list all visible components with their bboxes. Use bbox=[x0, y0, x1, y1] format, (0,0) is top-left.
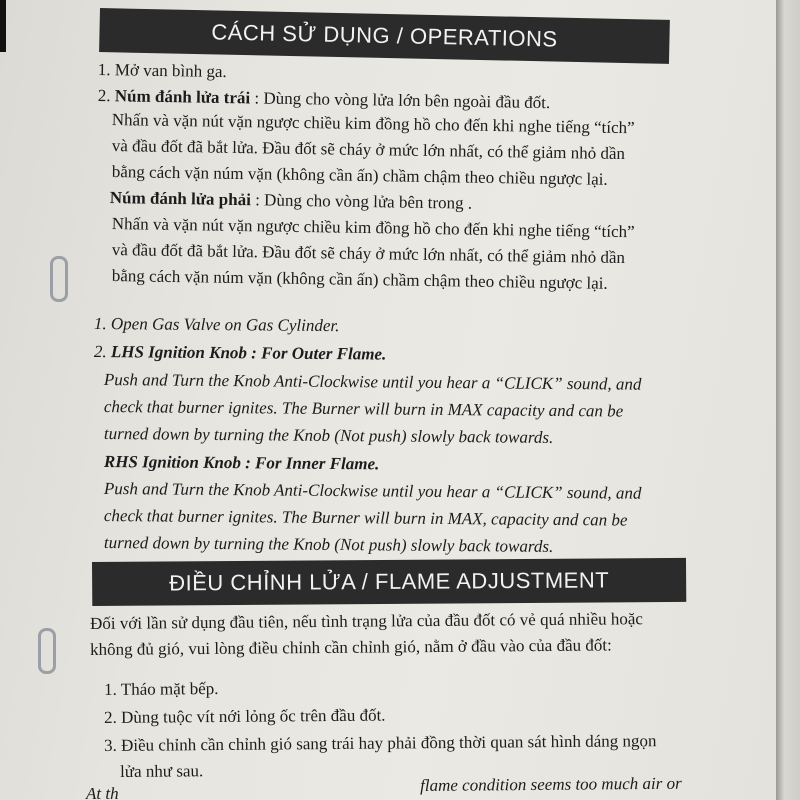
en-lhs-line-2: check that burner ignites. The Burner will burn in MAX capacity and can be bbox=[103, 397, 624, 421]
page-edge-shadow bbox=[776, 0, 800, 800]
vi-lhs-line-1: Nhấn và vặn nút vặn ngược chiều kim đồng hồ cho đến khi nghe tiếng “tích” bbox=[111, 110, 635, 138]
page-corner-shadow bbox=[0, 0, 6, 52]
vi-lhs-line-2: và đầu đốt đã bắt lửa. Đầu đốt sẽ cháy ở mức lớn nhất, có thể giảm nhỏ dần bbox=[111, 136, 626, 164]
en-rhs-line-1: Push and Turn the Knob Anti-Clockwise until you hear a “CLICK” sound, and bbox=[103, 479, 642, 503]
en-step-2-lhs bbox=[94, 342, 387, 365]
vi-rhs-title: Núm đánh lửa phải bbox=[109, 188, 252, 210]
binding-ring-bottom bbox=[38, 628, 56, 674]
vi-step-2-number: 2. bbox=[97, 86, 115, 106]
vi-rhs-line-3: bằng cách vặn núm vặn (không cần ấn) chầm chậm theo chiều ngược lại. bbox=[111, 266, 608, 293]
en-step-1: 1. Open Gas Valve on Gas Cylinder. bbox=[93, 314, 340, 336]
operations-banner: CÁCH SỬ DỤNG / OPERATIONS bbox=[99, 8, 670, 64]
en-step-2-number: 2. bbox=[93, 342, 111, 362]
vi-lhs-title: Núm đánh lửa trái bbox=[114, 86, 251, 108]
en-rhs-line-2: check that burner ignites. The Burner will burn in MAX, capacity and can be bbox=[103, 506, 628, 530]
flame-intro-line-1: Đối với lần sử dụng đầu tiên, nếu tình trạng lửa của đầu đốt có vẻ quá nhiều hoặc bbox=[90, 609, 644, 633]
vi-rhs-heading bbox=[110, 188, 473, 214]
en-lhs-line-3: turned down by turning the Knob (Not push) slowly back towards. bbox=[103, 424, 554, 447]
flame-intro-line-2: không đủ gió, vui lòng điều chỉnh cần chỉnh gió, nằm ở đầu vào của đầu đốt: bbox=[90, 635, 612, 659]
flame-step-2: 2. Dùng tuộc vít nới lỏng ốc trên đầu đốt. bbox=[104, 705, 386, 727]
en-lhs-line-1: Push and Turn the Knob Anti-Clockwise until you hear a “CLICK” sound, and bbox=[103, 370, 642, 394]
vi-step-2-lhs bbox=[98, 86, 551, 113]
partial-text-right: flame condition seems too much air or bbox=[420, 773, 682, 795]
flame-step-3: 3. Điều chỉnh cần chỉnh gió sang trái hay phải đồng thời quan sát hình dáng ngọn bbox=[104, 731, 657, 755]
vi-lhs-line-3: bằng cách vặn núm vặn (không cần ấn) chầm chậm theo chiều ngược lại. bbox=[111, 162, 608, 189]
flame-step-3-continued: lửa như sau. bbox=[120, 761, 204, 781]
vi-step-1: 1. Mở van bình ga. bbox=[97, 60, 227, 82]
vi-rhs-line-2: và đầu đốt đã bắt lửa. Đầu đốt sẽ cháy ở mức lớn nhất, có thể giảm nhỏ dần bbox=[111, 240, 626, 268]
flame-step-1: 1. Tháo mặt bếp. bbox=[104, 679, 219, 699]
binding-ring-top bbox=[50, 256, 68, 302]
partial-text-left: At th bbox=[86, 784, 119, 800]
vi-lhs-desc: : Dùng cho vòng lửa lớn bên ngoài đầu đốt. bbox=[250, 88, 551, 113]
en-rhs-line-3: turned down by turning the Knob (Not push) slowly back towards. bbox=[103, 533, 554, 556]
en-lhs-title: LHS Ignition Knob : For Outer Flame. bbox=[110, 342, 387, 364]
vi-rhs-desc: : Dùng cho vòng lửa bên trong . bbox=[250, 190, 473, 213]
flame-adjustment-banner: ĐIỀU CHỈNH LỬA / FLAME ADJUSTMENT bbox=[92, 558, 686, 606]
en-rhs-title: RHS Ignition Knob : For Inner Flame. bbox=[103, 452, 380, 474]
vi-rhs-line-1: Nhấn và vặn nút vặn ngược chiều kim đồng hồ cho đến khi nghe tiếng “tích” bbox=[111, 214, 635, 242]
